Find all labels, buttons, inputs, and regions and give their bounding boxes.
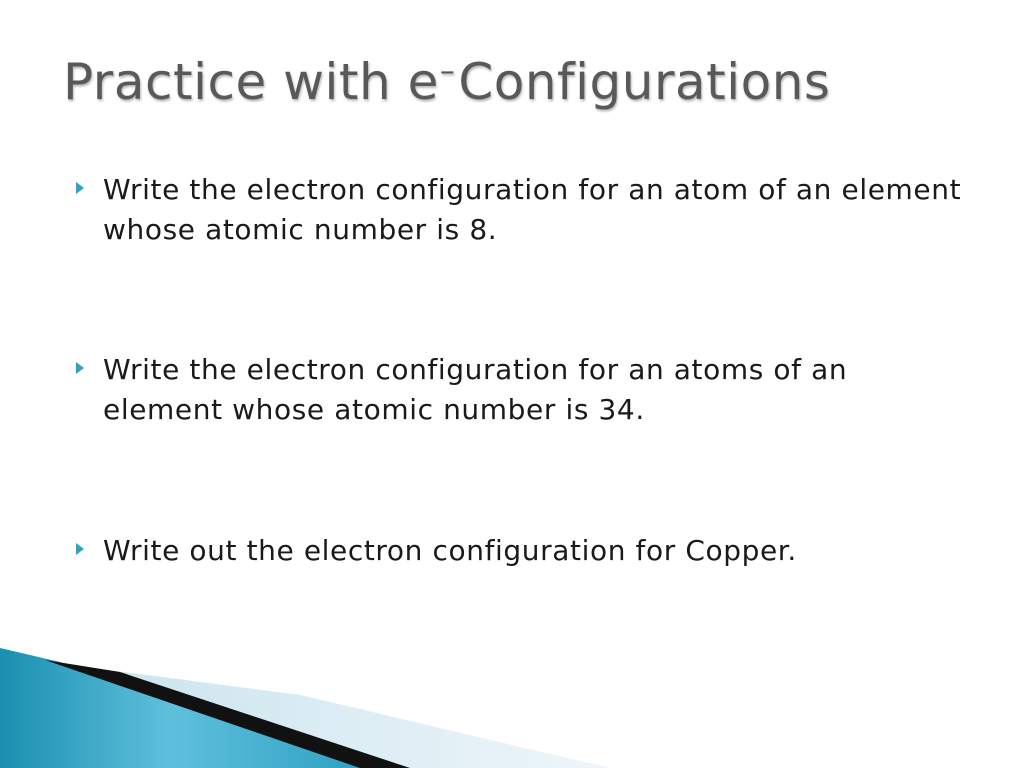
bullet-text: Write the electron configuration for an atoms of an element whose atomic number is 34. [103, 353, 848, 426]
bullet-text: Write the electron configuration for an atom of an element whose atomic number is 8. [103, 173, 962, 246]
bullet-text: Write out the electron configuration for Copper. [103, 534, 797, 567]
title-rest-text: Configurations [458, 53, 831, 111]
title-superscript: – [439, 54, 456, 89]
title-main-text: Practice with e [63, 53, 439, 111]
